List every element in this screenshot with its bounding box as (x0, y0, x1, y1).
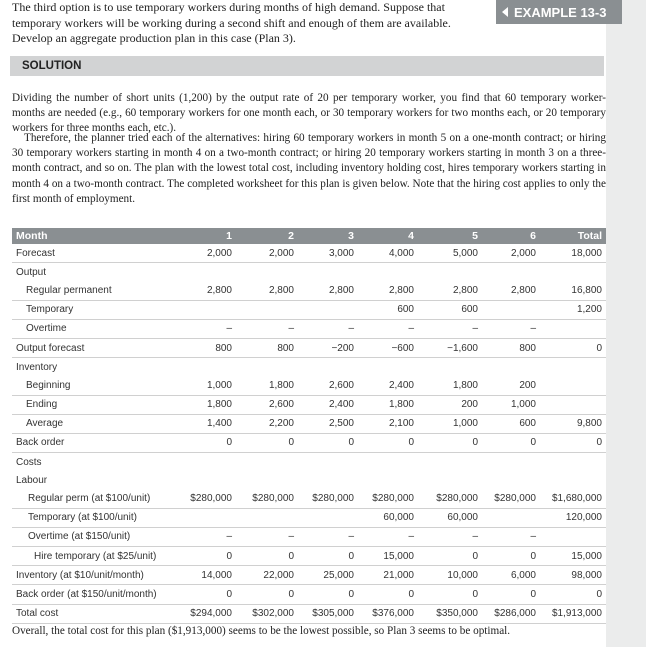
table-cell: 0 (540, 433, 606, 452)
table-cell: $280,000 (358, 489, 418, 508)
table-cell: 600 (418, 300, 482, 319)
table-row (12, 300, 606, 319)
row-label: Regular perm (at $100/unit) (12, 489, 176, 508)
row-label: Inventory (at $10/unit/month) (12, 566, 176, 585)
table-cell: 25,000 (298, 566, 358, 585)
table-cell: 2,800 (298, 281, 358, 300)
table-cell: 0 (298, 585, 358, 604)
table-cell: $280,000 (418, 489, 482, 508)
table-cell (236, 263, 298, 282)
table-cell (540, 358, 606, 377)
table-cell: 0 (540, 338, 606, 357)
table-cell (540, 319, 606, 338)
table-cell: 0 (298, 433, 358, 452)
solution-header (10, 56, 604, 76)
table-header-cell: 6 (482, 228, 540, 244)
conclusion-text: Overall, the total cost for this plan ($1,913,000) seems to be the lowest possible, so Plan 3 seems to be optimal. (12, 625, 511, 637)
table-cell: 0 (482, 547, 540, 566)
table-cell: 0 (176, 585, 236, 604)
table-row (12, 471, 606, 489)
table-cell: 2,400 (298, 395, 358, 414)
table-cell (298, 300, 358, 319)
table-row (12, 263, 606, 282)
table-cell: 800 (236, 338, 298, 357)
table-cell: −600 (358, 338, 418, 357)
table-row (12, 585, 606, 604)
example-tab (496, 0, 622, 24)
table-cell (540, 263, 606, 282)
table-row (12, 281, 606, 300)
table-cell: – (418, 319, 482, 338)
table-cell: 2,800 (236, 281, 298, 300)
table-header-cell: Month (12, 228, 176, 244)
table-cell: −200 (298, 338, 358, 357)
table-cell: 2,000 (482, 244, 540, 263)
table-cell: 2,600 (298, 376, 358, 395)
table-header-cell: 2 (236, 228, 298, 244)
row-label: Beginning (12, 376, 176, 395)
table-cell (418, 453, 482, 472)
table-cell (482, 358, 540, 377)
table-row (12, 358, 606, 377)
row-label: Labour (16, 474, 48, 486)
table-cell: 2,400 (358, 376, 418, 395)
table-cell: – (298, 527, 358, 546)
table-row (12, 508, 606, 527)
table-cell: 2,100 (358, 414, 418, 433)
table-cell: 98,000 (540, 566, 606, 585)
table-cell: 0 (482, 433, 540, 452)
table-row (12, 604, 606, 623)
table-header-cell: Total (540, 228, 606, 244)
table-cell: 1,800 (176, 395, 236, 414)
table-cell: 60,000 (418, 508, 482, 527)
table-cell: −1,600 (418, 338, 482, 357)
table-cell: 0 (176, 433, 236, 452)
table-cell: – (236, 319, 298, 338)
table-cell (540, 395, 606, 414)
table-cell: 14,000 (176, 566, 236, 585)
table-cell (176, 358, 236, 377)
table-cell: 3,000 (298, 244, 358, 263)
table-cell: 2,800 (176, 281, 236, 300)
table-cell (298, 453, 358, 472)
table-cell: 2,200 (236, 414, 298, 433)
table-cell (358, 453, 418, 472)
table-cell (176, 471, 236, 489)
table-cell (298, 358, 358, 377)
table-cell: 1,000 (418, 414, 482, 433)
row-label: Overtime (12, 319, 176, 338)
table-cell: 2,600 (236, 395, 298, 414)
table-cell: 4,000 (358, 244, 418, 263)
table-cell: 600 (358, 300, 418, 319)
table-cell: – (298, 319, 358, 338)
row-label: Regular permanent (12, 281, 176, 300)
table-row (12, 395, 606, 414)
worksheet-table (12, 228, 606, 624)
table-cell: 1,000 (482, 395, 540, 414)
table-row (12, 547, 606, 566)
table-cell: $280,000 (482, 489, 540, 508)
table-cell (298, 263, 358, 282)
table-cell (236, 358, 298, 377)
table-cell: $1,913,000 (540, 604, 606, 623)
table-cell (298, 508, 358, 527)
table-body (12, 244, 606, 623)
table-cell (482, 453, 540, 472)
row-label: Back order (at $150/unit/month) (12, 585, 176, 604)
table-cell (482, 508, 540, 527)
table-cell: $280,000 (298, 489, 358, 508)
table-cell: – (482, 319, 540, 338)
table-cell: 2,000 (236, 244, 298, 263)
intro-text: The third option is to use temporary workers during months of high demand. Suppose that temporary workers will be working during a second shift and enough of them are available. Develop an aggregate production plan in this case (Plan 3). (12, 0, 451, 45)
table-cell: 2,800 (358, 281, 418, 300)
table-cell: 0 (482, 585, 540, 604)
table-cell (482, 471, 540, 489)
table-row (12, 527, 606, 546)
table-cell: 2,800 (482, 281, 540, 300)
table-cell (298, 471, 358, 489)
table-cell: 2,800 (418, 281, 482, 300)
table-cell: 0 (358, 585, 418, 604)
row-label: Average (12, 414, 176, 433)
row-label: Inventory (16, 361, 58, 373)
table-cell: $280,000 (236, 489, 298, 508)
solution-paragraph-1: Dividing the number of short units (1,200) by the output rate of 20 per temporary worker, you find that 60 temporary worker-months are needed (e.g., 60 temporary workers for one month each, or 30 temporary workers for two months each, or 20 temporary workers for three months each, etc.). (12, 92, 606, 135)
table-cell: 1,800 (418, 376, 482, 395)
table-header-cell: 4 (358, 228, 418, 244)
table-cell: 200 (418, 395, 482, 414)
table-row (12, 338, 606, 357)
table-header-cell: 1 (176, 228, 236, 244)
table-cell (540, 471, 606, 489)
table-cell: 1,400 (176, 414, 236, 433)
table-cell: 0 (418, 433, 482, 452)
table-row (12, 319, 606, 338)
table-header-cell: 5 (418, 228, 482, 244)
table-cell: 2,500 (298, 414, 358, 433)
table-cell (236, 471, 298, 489)
row-label: Hire temporary (at $25/unit) (12, 547, 176, 566)
table-row (12, 453, 606, 472)
table-cell: 0 (176, 547, 236, 566)
row-label: Back order (12, 433, 176, 452)
table-cell: 120,000 (540, 508, 606, 527)
table-cell: 5,000 (418, 244, 482, 263)
row-label: Output (16, 266, 47, 278)
solution-paragraph-2: Therefore, the planner tried each of the alternatives: hiring 60 temporary workers in month 5 on a one-month contract; or hiring 30 temporary workers starting in month 4 on a two-month contract; or hiring 20 temporary workers starting in month 3 on a three-month contract, and so on. The plan with the lowest total cost, including inventory holding cost, hires temporary workers starting in month 4 on a two-month contract. The completed worksheet for this plan is given below. Note that the hiring cost applies to only the first month of employment. (12, 132, 606, 205)
table-cell: 21,000 (358, 566, 418, 585)
row-label: Ending (12, 395, 176, 414)
table-cell: 10,000 (418, 566, 482, 585)
table-row (12, 376, 606, 395)
row-label: Output forecast (12, 338, 176, 357)
table-row (12, 433, 606, 452)
table-cell (418, 471, 482, 489)
left-triangle-icon (502, 7, 508, 17)
table-cell (358, 263, 418, 282)
table-cell: 15,000 (358, 547, 418, 566)
table-cell: 0 (358, 433, 418, 452)
table-cell: 0 (236, 433, 298, 452)
row-label: Temporary (at $100/unit) (12, 508, 176, 527)
example-label: EXAMPLE 13-3 (514, 4, 607, 20)
table-cell: – (358, 319, 418, 338)
table-cell: – (418, 527, 482, 546)
table-row (12, 489, 606, 508)
table-cell: 0 (418, 585, 482, 604)
table-cell: $294,000 (176, 604, 236, 623)
table-cell: 0 (418, 547, 482, 566)
table-cell: 0 (236, 585, 298, 604)
table-cell (482, 300, 540, 319)
table-cell: 1,800 (358, 395, 418, 414)
table-cell: $1,680,000 (540, 489, 606, 508)
table-cell (176, 300, 236, 319)
table-cell: $376,000 (358, 604, 418, 623)
table-cell (540, 376, 606, 395)
row-label: Overtime (at $150/unit) (12, 527, 176, 546)
table-cell (540, 453, 606, 472)
table-cell: 9,800 (540, 414, 606, 433)
table-cell: 15,000 (540, 547, 606, 566)
solution-label: SOLUTION (22, 60, 82, 72)
table-cell: 6,000 (482, 566, 540, 585)
table-header-row (12, 228, 606, 244)
table-cell: 60,000 (358, 508, 418, 527)
table-row (12, 244, 606, 263)
table-cell: 0 (298, 547, 358, 566)
row-label: Temporary (12, 300, 176, 319)
table-cell (358, 471, 418, 489)
table-cell: $305,000 (298, 604, 358, 623)
table-cell: 1,800 (236, 376, 298, 395)
table-cell: 16,800 (540, 281, 606, 300)
row-label: Costs (16, 456, 42, 468)
table-cell (540, 527, 606, 546)
table-cell: 22,000 (236, 566, 298, 585)
row-label: Forecast (12, 244, 176, 263)
table-cell: – (176, 319, 236, 338)
table-cell: 200 (482, 376, 540, 395)
table-cell: 800 (482, 338, 540, 357)
table-cell (418, 358, 482, 377)
table-cell (418, 263, 482, 282)
table-cell: 1,200 (540, 300, 606, 319)
table-cell: 0 (236, 547, 298, 566)
table-cell: 600 (482, 414, 540, 433)
row-label: Total cost (12, 604, 176, 623)
table-cell: – (482, 527, 540, 546)
table-cell: – (236, 527, 298, 546)
table-cell (176, 453, 236, 472)
table-cell: $302,000 (236, 604, 298, 623)
table-cell: 800 (176, 338, 236, 357)
table-cell: 1,000 (176, 376, 236, 395)
table-cell: $280,000 (176, 489, 236, 508)
table-cell (176, 508, 236, 527)
table-cell: $286,000 (482, 604, 540, 623)
table-cell (236, 453, 298, 472)
table-cell: 0 (540, 585, 606, 604)
table-cell: – (176, 527, 236, 546)
table-cell: 18,000 (540, 244, 606, 263)
table-cell: – (358, 527, 418, 546)
table-cell: $350,000 (418, 604, 482, 623)
table-cell (236, 300, 298, 319)
table-cell: 2,000 (176, 244, 236, 263)
table-header-cell: 3 (298, 228, 358, 244)
table-row (12, 414, 606, 433)
table-row (12, 566, 606, 585)
side-strip (606, 0, 646, 647)
table-cell (358, 358, 418, 377)
table-cell (482, 263, 540, 282)
table-cell (176, 263, 236, 282)
table-cell (236, 508, 298, 527)
worksheet-table-wrap (12, 228, 606, 624)
